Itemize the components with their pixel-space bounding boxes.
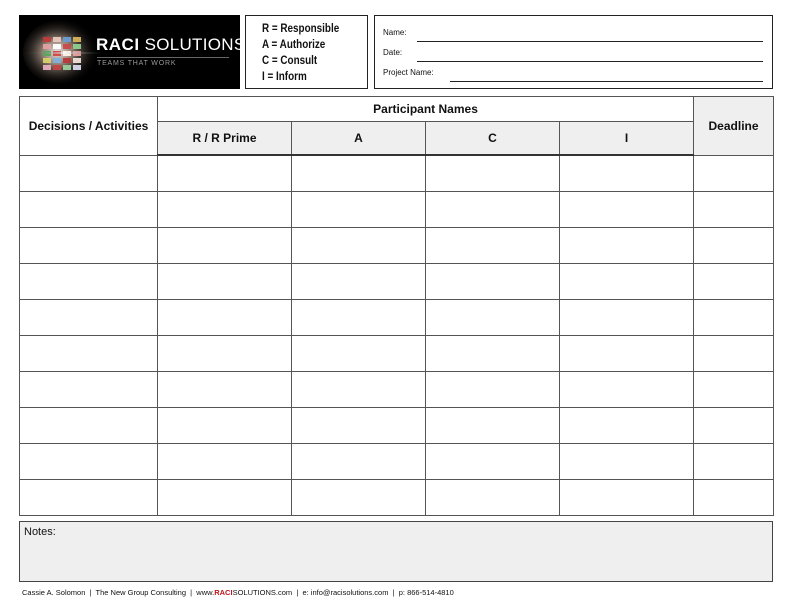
footer xyxy=(22,588,454,597)
footer-web-prefix: www. xyxy=(196,588,215,597)
inform-cell[interactable] xyxy=(560,480,694,516)
raci-legend xyxy=(245,15,368,89)
authorize-cell[interactable] xyxy=(292,444,426,480)
footer-separator: | xyxy=(186,588,197,597)
logo-brand-bold: RACI xyxy=(96,35,140,54)
consult-cell[interactable] xyxy=(426,264,560,300)
consult-cell[interactable] xyxy=(426,155,560,192)
legend-inform: I = Inform xyxy=(262,71,307,83)
authorize-cell[interactable] xyxy=(292,372,426,408)
deadline-cell[interactable] xyxy=(694,336,774,372)
inform-cell[interactable] xyxy=(560,155,694,192)
consult-cell[interactable] xyxy=(426,300,560,336)
table-row xyxy=(20,192,774,228)
table-row xyxy=(20,372,774,408)
notes-box[interactable] xyxy=(19,521,773,582)
date-line[interactable] xyxy=(417,61,763,62)
table-row xyxy=(20,444,774,480)
decision-cell[interactable] xyxy=(20,192,158,228)
decision-cell[interactable] xyxy=(20,372,158,408)
table-row xyxy=(20,264,774,300)
consult-cell[interactable] xyxy=(426,444,560,480)
authorize-cell[interactable] xyxy=(292,228,426,264)
authorize-cell[interactable] xyxy=(292,480,426,516)
date-field[interactable] xyxy=(383,48,763,62)
decision-cell[interactable] xyxy=(20,228,158,264)
footer-phone: p: 866-514-4810 xyxy=(398,588,454,597)
legend-consult: C = Consult xyxy=(262,55,318,67)
project-info-box xyxy=(374,15,773,89)
logo-trademark: ™ xyxy=(245,34,253,41)
footer-email[interactable]: e: info@racisolutions.com xyxy=(302,588,389,597)
inform-cell[interactable] xyxy=(560,444,694,480)
consult-cell[interactable] xyxy=(426,408,560,444)
name-line[interactable] xyxy=(417,41,763,42)
decision-cell[interactable] xyxy=(20,300,158,336)
legend-responsible: R = Responsible xyxy=(262,23,340,35)
logo-brand-light: SOLUTIONS xyxy=(144,35,246,54)
decision-cell[interactable] xyxy=(20,336,158,372)
responsible-cell[interactable] xyxy=(158,444,292,480)
notes-label: Notes: xyxy=(24,526,56,538)
date-label: Date: xyxy=(383,48,403,57)
participant-names-header: Participant Names xyxy=(158,97,694,122)
inform-cell[interactable] xyxy=(560,192,694,228)
logo-divider xyxy=(97,57,229,58)
consult-header: C xyxy=(426,122,560,156)
deadline-cell[interactable] xyxy=(694,372,774,408)
inform-cell[interactable] xyxy=(560,336,694,372)
inform-header: I xyxy=(560,122,694,156)
raci-table xyxy=(19,96,774,516)
responsible-cell[interactable] xyxy=(158,264,292,300)
legend-authorize: A = Authorize xyxy=(262,39,326,51)
footer-company: The New Group Consulting xyxy=(95,588,186,597)
footer-separator: | xyxy=(388,588,399,597)
table-row xyxy=(20,480,774,516)
footer-web-suffix: SOLUTIONS.com xyxy=(232,588,293,597)
deadline-cell[interactable] xyxy=(694,300,774,336)
consult-cell[interactable] xyxy=(426,480,560,516)
project-name-line[interactable] xyxy=(450,81,763,82)
name-field[interactable] xyxy=(383,28,763,42)
authorize-cell[interactable] xyxy=(292,408,426,444)
table-row xyxy=(20,228,774,264)
deadline-cell[interactable] xyxy=(694,264,774,300)
logo-wordmark xyxy=(96,35,253,55)
deadline-cell[interactable] xyxy=(694,480,774,516)
responsible-header: R / R Prime xyxy=(158,122,292,156)
responsible-cell[interactable] xyxy=(158,372,292,408)
name-label: Name: xyxy=(383,28,407,37)
footer-website[interactable] xyxy=(196,588,292,597)
responsible-cell[interactable] xyxy=(158,408,292,444)
footer-separator: | xyxy=(85,588,96,597)
deadline-cell[interactable] xyxy=(694,408,774,444)
footer-author: Cassie A. Solomon xyxy=(22,588,86,597)
authorize-cell[interactable] xyxy=(292,336,426,372)
decision-cell[interactable] xyxy=(20,444,158,480)
footer-web-raci: RACI xyxy=(214,588,233,597)
deadline-header: Deadline xyxy=(694,97,774,156)
responsible-cell[interactable] xyxy=(158,480,292,516)
consult-cell[interactable] xyxy=(426,372,560,408)
deadline-cell[interactable] xyxy=(694,192,774,228)
table-row xyxy=(20,300,774,336)
raci-solutions-logo xyxy=(19,15,253,89)
consult-cell[interactable] xyxy=(426,192,560,228)
inform-cell[interactable] xyxy=(560,372,694,408)
deadline-cell[interactable] xyxy=(694,444,774,480)
decision-cell[interactable] xyxy=(20,155,158,192)
authorize-cell[interactable] xyxy=(292,192,426,228)
decision-cell[interactable] xyxy=(20,264,158,300)
inform-cell[interactable] xyxy=(560,264,694,300)
footer-separator: | xyxy=(292,588,303,597)
inform-cell[interactable] xyxy=(560,228,694,264)
decisions-header: Decisions / Activities xyxy=(20,97,158,156)
responsible-cell[interactable] xyxy=(158,228,292,264)
table-row xyxy=(20,408,774,444)
authorize-cell[interactable] xyxy=(292,300,426,336)
consult-cell[interactable] xyxy=(426,336,560,372)
authorize-header: A xyxy=(292,122,426,156)
authorize-cell[interactable] xyxy=(292,155,426,192)
responsible-cell[interactable] xyxy=(158,155,292,192)
deadline-cell[interactable] xyxy=(694,228,774,264)
responsible-cell[interactable] xyxy=(158,300,292,336)
decision-cell[interactable] xyxy=(20,408,158,444)
responsible-cell[interactable] xyxy=(158,336,292,372)
responsible-cell[interactable] xyxy=(158,192,292,228)
table-row xyxy=(20,336,774,372)
inform-cell[interactable] xyxy=(560,408,694,444)
project-name-label: Project Name: xyxy=(383,68,434,77)
inform-cell[interactable] xyxy=(560,300,694,336)
raci-table-body xyxy=(20,155,774,516)
logo-tagline: TEAMS THAT WORK xyxy=(97,60,177,67)
deadline-cell[interactable] xyxy=(694,155,774,192)
table-row xyxy=(20,155,774,192)
authorize-cell[interactable] xyxy=(292,264,426,300)
project-name-field[interactable] xyxy=(383,68,763,82)
consult-cell[interactable] xyxy=(426,228,560,264)
decision-cell[interactable] xyxy=(20,480,158,516)
